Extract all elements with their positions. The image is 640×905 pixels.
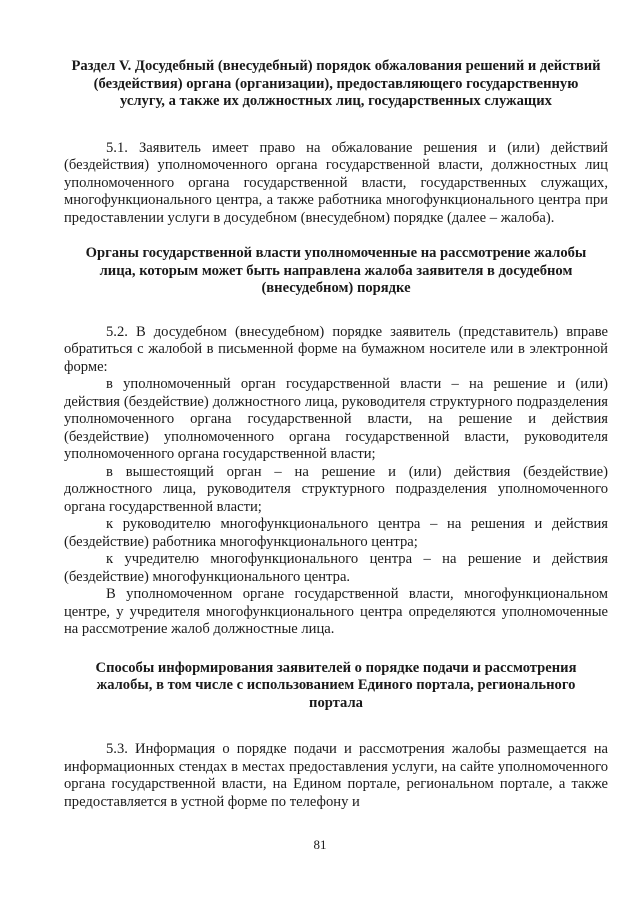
informing-methods-heading: Способы информирования заявителей о порядке подачи и рассмотрения жалобы, в том числе с использованием Единого портала, регионального портала	[95, 659, 577, 711]
paragraph-5-1: 5.1. Заявитель имеет право на обжалование решения и (или) действий (бездействия) уполномоченного органа государственной власти, должностных лиц уполномоченного органа государственной власти, государственных служащих, многофункционального центра, а также работника многофункционального центра при предоставлении услуги в досудебном (внесудебном) порядке (далее – жалоба).	[64, 139, 608, 226]
document-page	[64, 50, 608, 811]
paragraph-5-2: 5.2. В досудебном (внесудебном) порядке заявитель (представитель) вправе обратиться с жалобой в письменной форме на бумажном носителе или в электронной форме:	[64, 323, 608, 375]
section-5-heading: Раздел V. Досудебный (внесудебный) порядок обжалования решений и действий (бездействия) органа (организации), предоставляющего государственную услугу, а также их должностных лиц, государственных служащих	[71, 58, 601, 109]
paragraph-higher-body: в вышестоящий орган – на решение и (или) действия (бездействие) должностного лица, руководителя структурного подразделения уполномоченного органа государственной власти;	[64, 463, 608, 515]
paragraph-mfc-founder: к учредителю многофункционального центра – на решение и действия (бездействие) многофункционального центра.	[64, 551, 608, 585]
paragraph-authorized-body: в уполномоченный орган государственной власти – на решение и (или) действия (бездействие) должностного лица, руководителя структурного подразделения уполномоченного органа государственной власти, на решение и действия (бездействие) уполномоченного органа государственной власти, руководителя уполномоченного органа государственной власти;	[64, 376, 608, 462]
page-number: 81	[313, 837, 327, 852]
paragraph-5-3: 5.3. Информация о порядке подачи и рассмотрения жалобы размещается на информационных стендах в местах предоставления услуги, на сайте уполномоченного органа государственной власти, на Едином портале, региональном портале, а также предоставляется в устной форме по телефону и	[64, 741, 608, 810]
paragraph-mfc-head: к руководителю многофункционального центра – на решения и действия (бездействие) работника многофункционального центра;	[64, 516, 608, 550]
paragraph-authorized-officials: В уполномоченном органе государственной власти, многофункциональном центре, у учредителя многофункционального центра определяются уполномоченные на рассмотрение жалоб должностные лица.	[64, 586, 608, 637]
complaint-bodies-heading: Органы государственной власти уполномоченные на рассмотрение жалобы лица, которым может быть направлена жалоба заявителя в досудебном (внесудебном) порядке	[85, 245, 587, 296]
